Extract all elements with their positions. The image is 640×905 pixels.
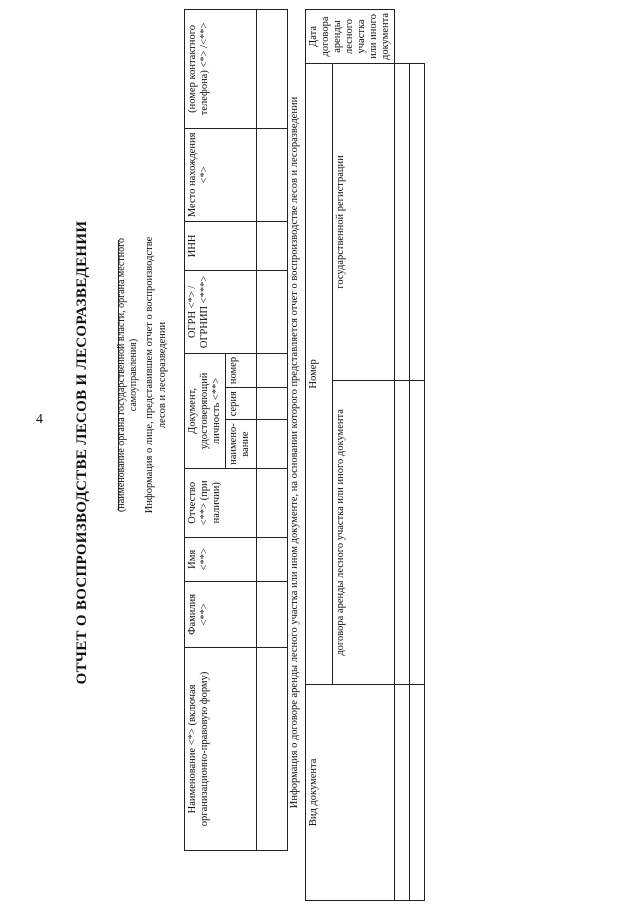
header-ogrn: ОГРН <*> /ОГРНИП <***> <box>185 270 257 353</box>
header-location: Место нахождения <*> <box>185 128 257 221</box>
contract-info-caption: Информация о договоре аренды лесного участка или ином документе, на основании которого представляется отчет о воспроизводстве лесов и лесоразведении <box>289 96 300 809</box>
header-registration-number: государственной регистрации <box>333 63 395 380</box>
header-contract-number: договора аренды лесного участка или иного документа <box>333 381 395 685</box>
table-row <box>410 10 425 901</box>
header-patronymic: Отчество <**> (при наличии) <box>185 468 257 537</box>
header-id-doc-series: серия <box>226 388 257 420</box>
header-id-doc-number: номер <box>226 353 257 387</box>
authority-caption: (наименование органа государственной власти, органа местного самоуправления) <box>116 238 139 512</box>
rotated-sheet <box>60 0 400 905</box>
header-phone: (номер контактного телефона) <*> /<**> <box>185 10 257 129</box>
table-row <box>395 10 410 901</box>
table-row <box>257 10 288 851</box>
header-id-doc-name: наимено-вание <box>226 420 257 469</box>
page-number: 4 <box>36 412 43 427</box>
person-info-table <box>184 9 288 851</box>
header-doc-type: Вид документа <box>306 684 395 900</box>
contract-info-table <box>305 9 425 901</box>
header-surname: Фамилия <**> <box>185 581 257 647</box>
header-inn: ИНН <box>185 221 257 270</box>
header-name-org: Наименование <*> (включая организационно-правовую форму) <box>185 647 257 850</box>
person-info-caption: Информация о лице, представившем отчет о воспроизводстве лесов и лесоразведении <box>144 236 168 514</box>
header-id-document: Документ, удостоверяющий личность <**> <box>185 353 226 468</box>
report-title: ОТЧЕТ О ВОСПРОИЗВОДСТВЕ ЛЕСОВ И ЛЕСОРАЗВЕДЕНИИ <box>74 220 90 685</box>
header-number: Номер <box>306 63 333 684</box>
header-first-name: Имя <**> <box>185 537 257 581</box>
header-contract-date: Дата договора аренды лесного участка или иного документа <box>306 10 395 64</box>
